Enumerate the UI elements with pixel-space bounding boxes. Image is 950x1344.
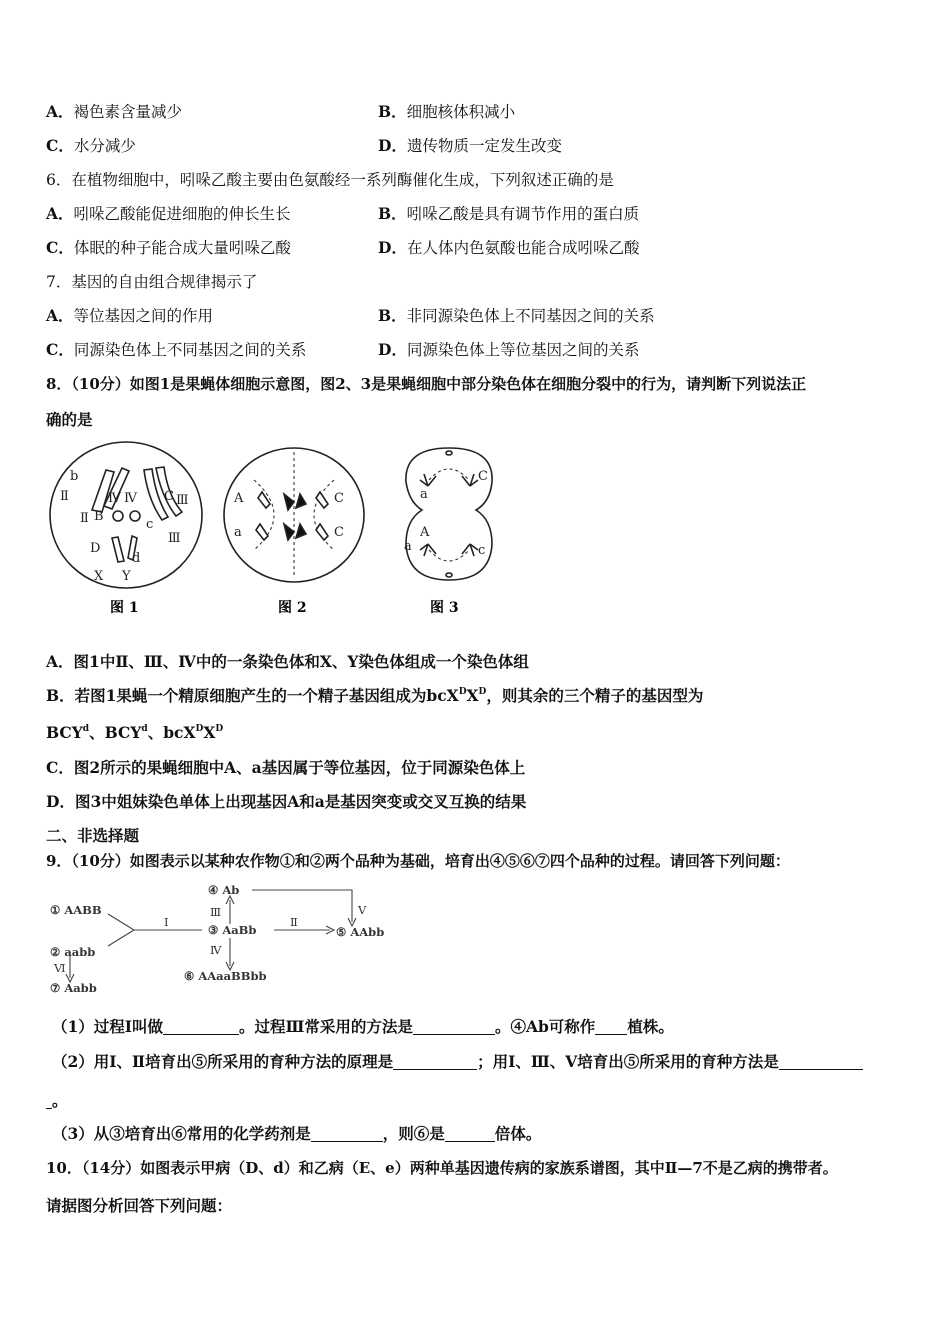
fig1-label-Y: Y [122,569,131,584]
q9-part1: （1）过程Ⅰ叫做 。过程Ⅲ常采用的方法是 。④Ab可称作 植株。 [52,1017,674,1036]
q7-option-b: B．非同源染色体上不同基因之间的关系 [378,306,655,325]
q10-stem-line1: 10．（14分）如图表示甲病（D、d）和乙病（E、e）两种单基因遗传病的家族系谱图，其中Ⅱ—7不是乙病的携带者。 [46,1159,838,1177]
fig1-label-X: X [94,569,104,584]
q8-option-c: C．图2所示的果蝇细胞中A、a基因属于等位基因，位于同源染色体上 [46,758,526,777]
answer-blank-3[interactable] [595,1018,627,1035]
node-2: ② aabb [50,945,96,959]
fig1-labels [60,469,189,584]
fig3-label-a-bottom: a [404,539,412,554]
fig2-caption: 图 2 [278,600,307,616]
fig1-label-D: D [90,541,101,556]
fig2-cell [224,448,364,582]
step-4: Ⅳ [210,943,222,957]
fig1-cell [50,442,202,588]
q8-option-d: D．图3中姐妹染色单体上出现基因A和a是基因突变或交叉互换的结果 [46,792,527,811]
fig1-label-B: B [94,509,104,524]
q10-stem-line2: 请据图分析回答下列问题： [46,1196,233,1215]
q8-option-b-cont: BCY$^d$、BCY$^d$、$bcX^DX^D$ [46,723,224,742]
fig2-label-C-top: C [334,491,344,506]
fig1-label-II-a: Ⅱ [60,489,69,504]
q5-option-b: B．细胞核体积减小 [378,102,516,121]
q7-stem: 7．基因的自由组合规律揭示了 [46,273,258,291]
q6-option-d: D．在人体内色氨酸也能合成吲哚乙酸 [378,238,640,257]
answer-blank-4[interactable] [393,1053,477,1070]
fig1-label-d: d [132,551,141,566]
step-5: Ⅴ [358,903,367,917]
fig1-label-c: c [146,517,154,532]
section-title: 二、非选择题 [46,826,140,845]
answer-blank-7[interactable] [445,1125,495,1142]
q9-part2: （2）用Ⅰ、Ⅱ培育出⑤所采用的育种方法的原理是 ；用Ⅰ、Ⅲ、Ⅴ培育出⑤所采用的育种方法是 [52,1051,863,1073]
q6-option-a: A．吲哚乙酸能促进细胞的伸长生长 [46,204,291,223]
step-1: Ⅰ [164,915,169,929]
q7-option-d: D．同源染色体上等位基因之间的关系 [378,340,640,359]
fig2-label-C-bottom: C [334,525,344,540]
q8-option-b: B．若图1果蝇一个精原细胞产生的一个精子基因组成为$bcX^DX^D$，则其余的三个精子的基因型为 [46,686,704,705]
q5-option-c: C．水分减少 [46,136,136,155]
node-1: ① AABB [50,903,102,917]
q5-option-d: D．遗传物质一定发生改变 [378,136,562,155]
fig1-label-IV-b: Ⅳ [124,491,137,506]
q8-stem-line2: 确的是 [46,410,93,429]
q9-breeding-diagram [44,880,404,1000]
fig1-label-II-b: Ⅱ [80,511,89,526]
q7-option-a: A．等位基因之间的作用 [46,306,214,325]
fig3-label-A: A [420,525,430,540]
step-3: Ⅲ [210,905,222,919]
answer-blank-6[interactable] [311,1125,383,1142]
q8-option-a: A．图1中Ⅱ、Ⅲ、Ⅳ中的一条染色体和X、Y染色体组成一个染色体组 [46,652,529,671]
q5-option-a: A．褐色素含量减少 [46,102,183,121]
fig1-label-IV-a: Ⅳ [108,491,121,506]
q9-part2-cont: 。 [46,1090,68,1112]
q8-stem-line1: 8．（10分）如图1是果蝇体细胞示意图，图2、3是果蝇细胞中部分染色体在细胞分裂中的行为，请判断下列说法正 [46,375,807,393]
fig2-label-a: a [234,525,242,540]
fig3-caption: 图 3 [430,600,459,616]
fig3-cell [406,448,492,580]
q9-part3: （3）从③培育出⑥常用的化学药剂是 ，则⑥是 倍体。 [52,1124,542,1143]
step-2: Ⅱ [290,915,298,929]
fig3-label-c: c [478,543,486,558]
answer-blank-5[interactable] [779,1053,863,1070]
q8-figure [44,440,524,620]
q6-option-b: B．吲哚乙酸是具有调节作用的蛋白质 [378,204,640,223]
fig1-label-III-a: Ⅲ [176,493,189,508]
step-6: Ⅵ [54,961,66,975]
node-3: ③ AaBb [208,923,257,937]
answer-blank-1[interactable] [163,1018,239,1035]
fig1-caption: 图 1 [110,600,139,616]
fig2-label-A: A [234,491,244,506]
node-6: ⑥ AAaaBBbb [184,969,267,983]
q6-option-c: C．体眠的种子能合成大量吲哚乙酸 [46,238,291,257]
fig1-label-III-b: Ⅲ [168,531,181,546]
node-5: ⑤ AAbb [336,925,385,939]
node-7: ⑦ Aabb [50,981,97,995]
answer-blank-2[interactable] [413,1018,495,1035]
node-4: ④ Ab [208,883,240,897]
q7-option-c: C．同源染色体上不同基因之间的关系 [46,340,307,359]
fig1-label-b: b [70,469,79,484]
q9-stem: 9．（10分）如图表示以某种农作物①和②两个品种为基础，培育出④⑤⑥⑦四个品种的过程。请回答下列问题： [46,852,790,870]
fig3-label-C: C [478,469,488,484]
fig1-label-C: C [164,489,174,504]
fig3-label-a-top: a [420,487,428,502]
q6-stem: 6．在植物细胞中，吲哚乙酸主要由色氨酸经一系列酶催化生成，下列叙述正确的是 [46,171,614,189]
